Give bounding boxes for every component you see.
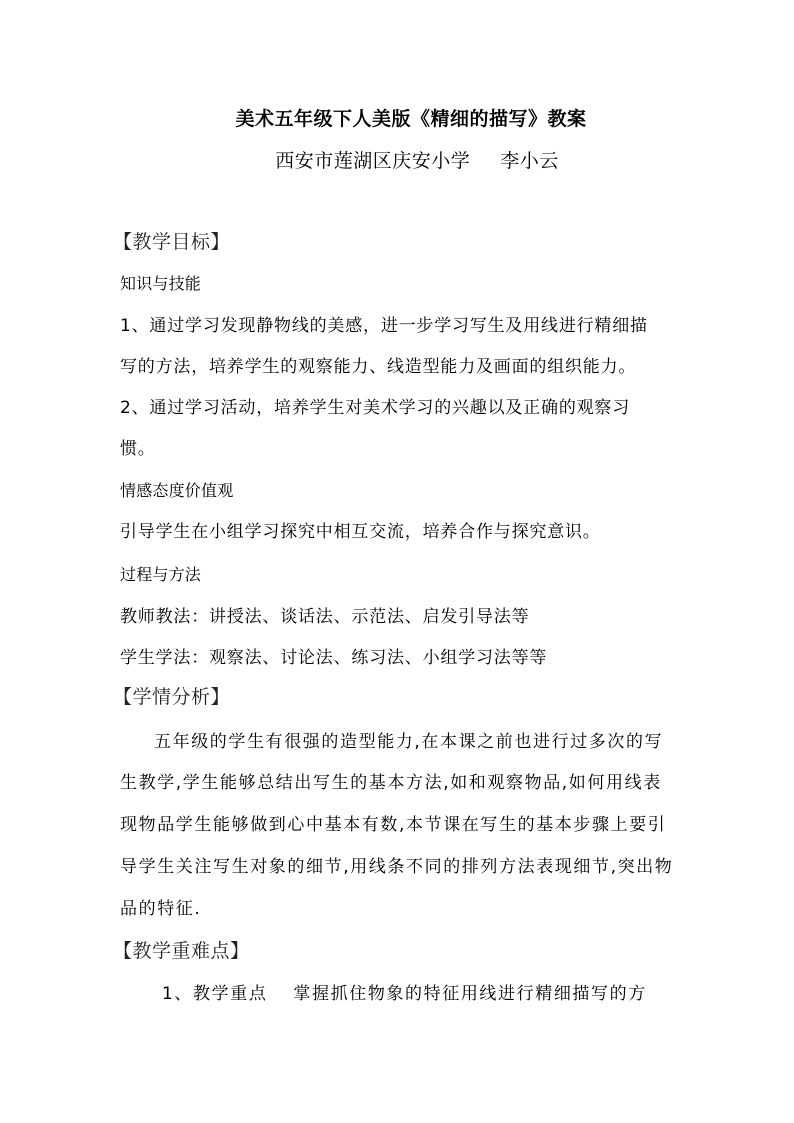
section-heading-analysis: 【学情分析】 [113,686,231,708]
objective-line-2: 写的方法，培养学生的观察能力、线造型能力及画面的组织能力。 [120,357,637,377]
analysis-line-4: 导学生关注写生对象的细节,用线条不同的排列方法表现细节,突出物 [120,857,674,877]
key-point-label: 1、教学重点 [162,984,268,1004]
analysis-line-5: 品的特征. [120,899,202,919]
analysis-line-1: 五年级的学生有很强的造型能力,在本课之前也进行过多次的写 [154,732,664,752]
subheading-process-methods: 过程与方法 [120,565,202,584]
author-name: 李小云 [500,150,559,172]
key-point-text: 掌握抓住物象的特征用线进行精细描写的方 [293,984,647,1004]
subheading-knowledge-skills: 知识与技能 [120,274,202,293]
key-point-item-1 [162,983,647,1005]
analysis-line-3: 现物品学生能够做到心中基本有数,本节课在写生的基本步骤上要引 [120,815,667,835]
analysis-line-2: 生教学,学生能够总结出写生的基本方法,如和观察物品,如何用线表 [120,773,662,793]
section-heading-objectives: 【教学目标】 [113,231,231,253]
teacher-methods-line: 教师教法：讲授法、谈话法、示范法、启发引导法等 [120,607,530,627]
student-methods-line: 学生学法：观察法、讨论法、练习法、小组学习法等等 [120,648,548,668]
subheading-emotion-values: 情感态度价值观 [120,481,234,500]
objective-line-3: 2、通过学习活动，培养学生对美术学习的兴趣以及正确的观察习 [120,398,631,418]
objective-line-1: 1、通过学习发现静物线的美感，进一步学习写生及用线进行精细描 [120,316,648,336]
author-school: 西安市莲湖区庆安小学 [275,150,471,172]
document-title: 美术五年级下人美版《精细的描写》教案 [235,108,587,130]
section-heading-key-points: 【教学重难点】 [113,940,250,962]
objective-line-4: 惯。 [120,439,156,459]
emotion-values-line-1: 引导学生在小组学习探究中相互交流，培养合作与探究意识。 [120,522,601,542]
document-author-line [0,146,794,173]
